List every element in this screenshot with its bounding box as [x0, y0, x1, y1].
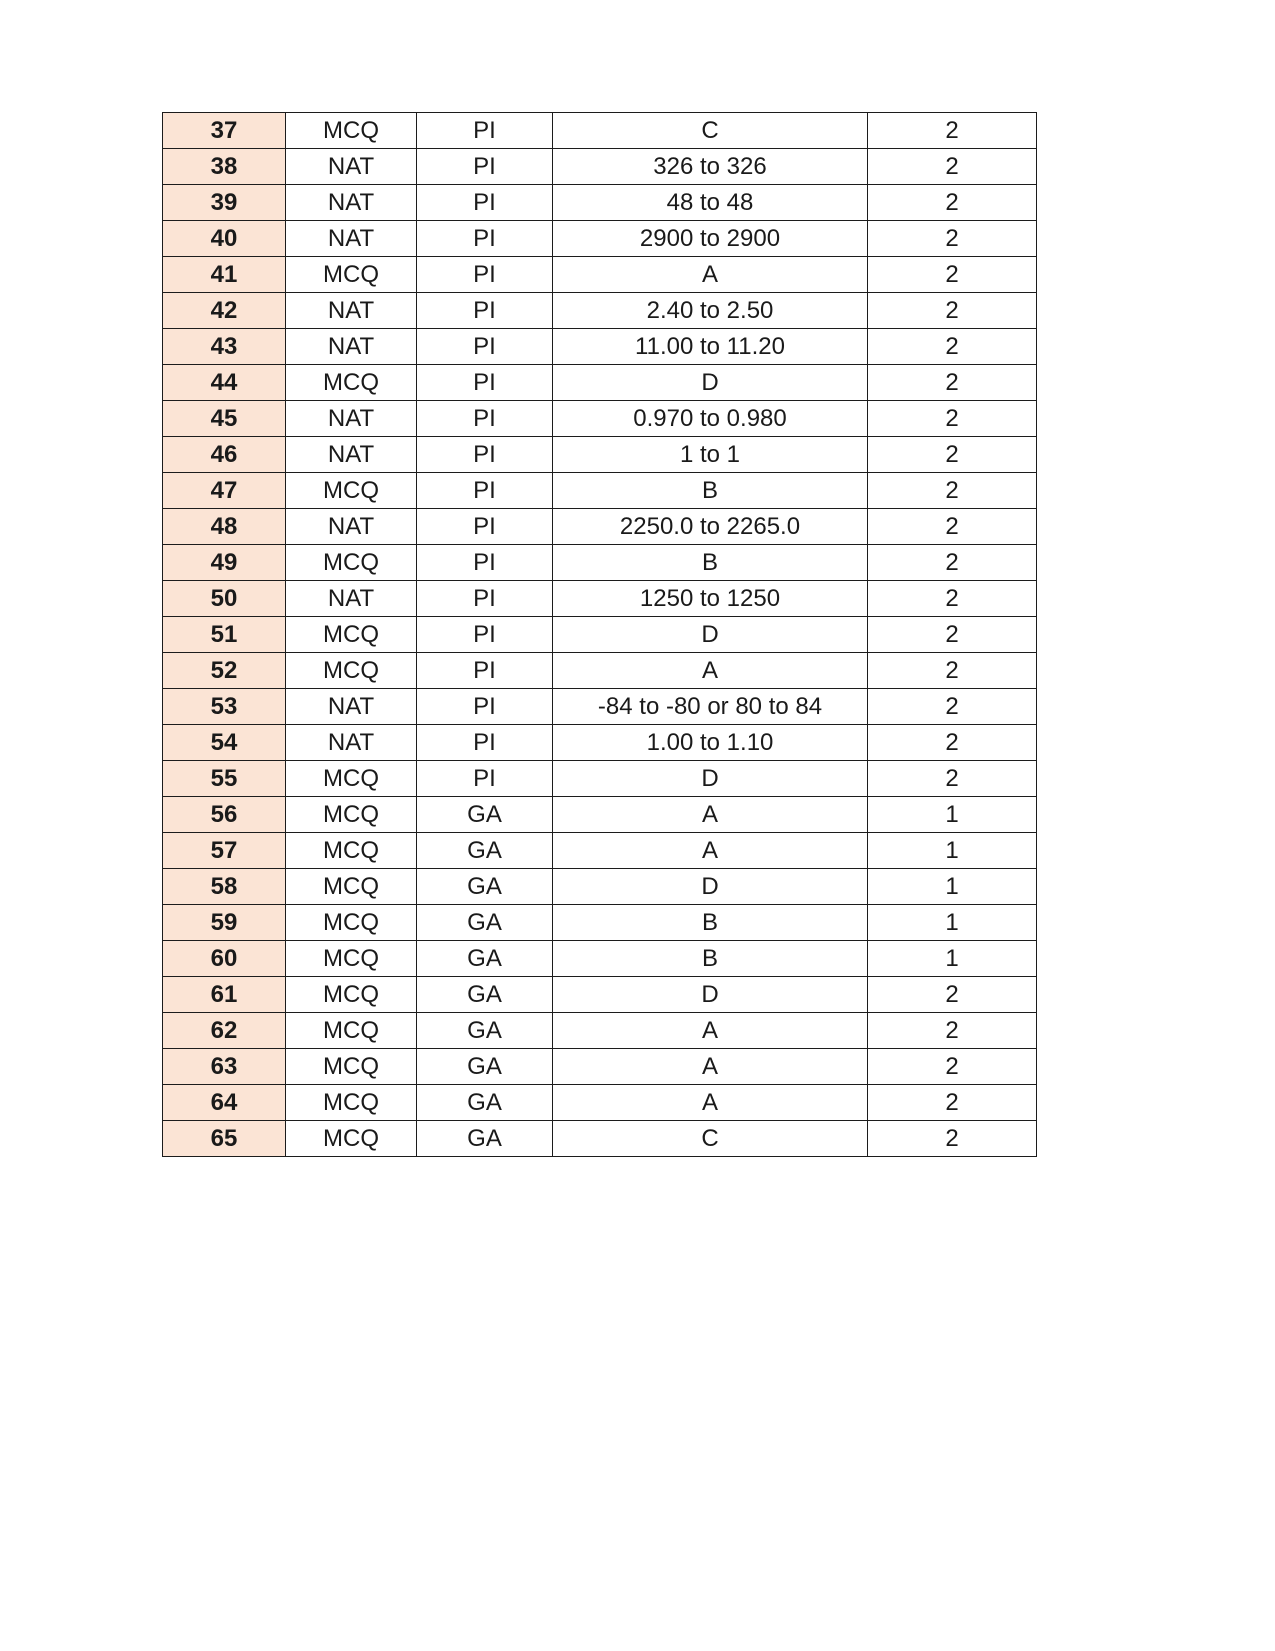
section-cell: PI	[417, 293, 553, 329]
table-row	[163, 257, 1037, 293]
answer-key-cell: 2900 to 2900	[553, 221, 868, 257]
question-type-cell: NAT	[286, 725, 417, 761]
marks-cell: 2	[868, 437, 1037, 473]
table-row	[163, 581, 1037, 617]
section-cell: PI	[417, 545, 553, 581]
question-number-cell: 37	[163, 113, 286, 149]
table-row	[163, 329, 1037, 365]
marks-cell: 1	[868, 869, 1037, 905]
question-type-cell: NAT	[286, 185, 417, 221]
question-number-cell: 39	[163, 185, 286, 221]
answer-key-cell: 2.40 to 2.50	[553, 293, 868, 329]
section-cell: PI	[417, 185, 553, 221]
section-cell: PI	[417, 437, 553, 473]
section-cell: GA	[417, 1121, 553, 1157]
section-cell: PI	[417, 725, 553, 761]
question-type-cell: NAT	[286, 689, 417, 725]
table-row	[163, 365, 1037, 401]
marks-cell: 2	[868, 293, 1037, 329]
question-number-cell: 38	[163, 149, 286, 185]
question-type-cell: NAT	[286, 221, 417, 257]
table-row	[163, 1085, 1037, 1121]
section-cell: GA	[417, 905, 553, 941]
section-cell: PI	[417, 473, 553, 509]
question-type-cell: MCQ	[286, 869, 417, 905]
table-row	[163, 617, 1037, 653]
marks-cell: 2	[868, 1049, 1037, 1085]
table-row	[163, 977, 1037, 1013]
section-cell: PI	[417, 761, 553, 797]
question-number-cell: 43	[163, 329, 286, 365]
marks-cell: 2	[868, 113, 1037, 149]
answer-key-cell: B	[553, 545, 868, 581]
question-type-cell: NAT	[286, 293, 417, 329]
table-row	[163, 1013, 1037, 1049]
answer-key-cell: A	[553, 257, 868, 293]
question-number-cell: 48	[163, 509, 286, 545]
marks-cell: 2	[868, 401, 1037, 437]
question-type-cell: NAT	[286, 581, 417, 617]
marks-cell: 2	[868, 365, 1037, 401]
question-type-cell: MCQ	[286, 473, 417, 509]
question-number-cell: 64	[163, 1085, 286, 1121]
question-number-cell: 54	[163, 725, 286, 761]
section-cell: PI	[417, 401, 553, 437]
section-cell: GA	[417, 833, 553, 869]
table-row	[163, 473, 1037, 509]
question-number-cell: 56	[163, 797, 286, 833]
answer-key-cell: D	[553, 365, 868, 401]
table-row	[163, 761, 1037, 797]
marks-cell: 1	[868, 797, 1037, 833]
question-type-cell: MCQ	[286, 113, 417, 149]
section-cell: GA	[417, 1049, 553, 1085]
answer-key-cell: A	[553, 1049, 868, 1085]
question-type-cell: MCQ	[286, 545, 417, 581]
answer-key-cell: D	[553, 977, 868, 1013]
question-number-cell: 63	[163, 1049, 286, 1085]
table-row	[163, 869, 1037, 905]
section-cell: PI	[417, 329, 553, 365]
section-cell: PI	[417, 149, 553, 185]
section-cell: GA	[417, 797, 553, 833]
question-number-cell: 52	[163, 653, 286, 689]
table-row	[163, 833, 1037, 869]
answer-key-cell: A	[553, 1013, 868, 1049]
marks-cell: 2	[868, 257, 1037, 293]
table-row	[163, 1121, 1037, 1157]
marks-cell: 2	[868, 1013, 1037, 1049]
section-cell: GA	[417, 941, 553, 977]
question-type-cell: MCQ	[286, 833, 417, 869]
section-cell: PI	[417, 653, 553, 689]
answer-key-cell: 2250.0 to 2265.0	[553, 509, 868, 545]
question-type-cell: NAT	[286, 149, 417, 185]
table-row	[163, 149, 1037, 185]
question-number-cell: 42	[163, 293, 286, 329]
section-cell: PI	[417, 689, 553, 725]
marks-cell: 2	[868, 149, 1037, 185]
marks-cell: 2	[868, 977, 1037, 1013]
marks-cell: 2	[868, 725, 1037, 761]
section-cell: GA	[417, 977, 553, 1013]
table-row	[163, 689, 1037, 725]
marks-cell: 1	[868, 905, 1037, 941]
question-number-cell: 62	[163, 1013, 286, 1049]
question-type-cell: MCQ	[286, 761, 417, 797]
section-cell: GA	[417, 869, 553, 905]
answer-key-cell: -84 to -80 or 80 to 84	[553, 689, 868, 725]
question-type-cell: MCQ	[286, 1085, 417, 1121]
table-row	[163, 509, 1037, 545]
table-row	[163, 185, 1037, 221]
answer-key-cell: D	[553, 869, 868, 905]
question-type-cell: MCQ	[286, 257, 417, 293]
section-cell: PI	[417, 617, 553, 653]
answer-key-cell: 1250 to 1250	[553, 581, 868, 617]
answer-key-cell: B	[553, 473, 868, 509]
table-row	[163, 221, 1037, 257]
answer-key-cell: 1 to 1	[553, 437, 868, 473]
question-type-cell: MCQ	[286, 797, 417, 833]
answer-key-cell: D	[553, 617, 868, 653]
answer-key-cell: 11.00 to 11.20	[553, 329, 868, 365]
table-row	[163, 437, 1037, 473]
question-number-cell: 57	[163, 833, 286, 869]
marks-cell: 2	[868, 545, 1037, 581]
question-number-cell: 51	[163, 617, 286, 653]
question-number-cell: 47	[163, 473, 286, 509]
answer-key-cell: A	[553, 797, 868, 833]
marks-cell: 2	[868, 581, 1037, 617]
answer-key-cell: 0.970 to 0.980	[553, 401, 868, 437]
table-row	[163, 113, 1037, 149]
question-type-cell: MCQ	[286, 905, 417, 941]
section-cell: PI	[417, 221, 553, 257]
section-cell: PI	[417, 581, 553, 617]
marks-cell: 1	[868, 833, 1037, 869]
section-cell: GA	[417, 1085, 553, 1121]
marks-cell: 2	[868, 689, 1037, 725]
marks-cell: 2	[868, 761, 1037, 797]
question-type-cell: MCQ	[286, 365, 417, 401]
answer-key-cell: A	[553, 833, 868, 869]
question-type-cell: MCQ	[286, 653, 417, 689]
question-number-cell: 40	[163, 221, 286, 257]
table-row	[163, 905, 1037, 941]
answer-key-table	[162, 112, 1037, 1157]
question-number-cell: 50	[163, 581, 286, 617]
question-number-cell: 41	[163, 257, 286, 293]
question-number-cell: 59	[163, 905, 286, 941]
answer-key-cell: 1.00 to 1.10	[553, 725, 868, 761]
marks-cell: 2	[868, 185, 1037, 221]
marks-cell: 2	[868, 329, 1037, 365]
answer-key-cell: 326 to 326	[553, 149, 868, 185]
answer-key-cell: A	[553, 653, 868, 689]
question-number-cell: 44	[163, 365, 286, 401]
answer-key-cell: B	[553, 941, 868, 977]
question-number-cell: 53	[163, 689, 286, 725]
section-cell: PI	[417, 257, 553, 293]
question-type-cell: NAT	[286, 329, 417, 365]
marks-cell: 2	[868, 1085, 1037, 1121]
answer-key-cell: C	[553, 113, 868, 149]
section-cell: PI	[417, 113, 553, 149]
section-cell: PI	[417, 509, 553, 545]
question-type-cell: MCQ	[286, 941, 417, 977]
answer-key-cell: C	[553, 1121, 868, 1157]
answer-key-cell: 48 to 48	[553, 185, 868, 221]
question-type-cell: MCQ	[286, 1121, 417, 1157]
question-type-cell: NAT	[286, 437, 417, 473]
table-row	[163, 725, 1037, 761]
answer-key-rows	[163, 113, 1037, 1157]
section-cell: GA	[417, 1013, 553, 1049]
table-row	[163, 401, 1037, 437]
marks-cell: 2	[868, 221, 1037, 257]
section-cell: PI	[417, 365, 553, 401]
table-row	[163, 797, 1037, 833]
table-row	[163, 1049, 1037, 1085]
answer-key-cell: B	[553, 905, 868, 941]
marks-cell: 2	[868, 653, 1037, 689]
question-number-cell: 65	[163, 1121, 286, 1157]
question-type-cell: MCQ	[286, 617, 417, 653]
question-number-cell: 55	[163, 761, 286, 797]
question-number-cell: 58	[163, 869, 286, 905]
question-type-cell: MCQ	[286, 1049, 417, 1085]
table-row	[163, 941, 1037, 977]
question-number-cell: 61	[163, 977, 286, 1013]
question-number-cell: 45	[163, 401, 286, 437]
table-row	[163, 545, 1037, 581]
question-type-cell: NAT	[286, 401, 417, 437]
marks-cell: 2	[868, 473, 1037, 509]
marks-cell: 2	[868, 1121, 1037, 1157]
question-type-cell: MCQ	[286, 1013, 417, 1049]
question-number-cell: 49	[163, 545, 286, 581]
question-type-cell: NAT	[286, 509, 417, 545]
table-row	[163, 653, 1037, 689]
answer-key-cell: A	[553, 1085, 868, 1121]
answer-key-cell: D	[553, 761, 868, 797]
marks-cell: 2	[868, 509, 1037, 545]
marks-cell: 2	[868, 617, 1037, 653]
marks-cell: 1	[868, 941, 1037, 977]
question-number-cell: 60	[163, 941, 286, 977]
question-number-cell: 46	[163, 437, 286, 473]
table-row	[163, 293, 1037, 329]
question-type-cell: MCQ	[286, 977, 417, 1013]
